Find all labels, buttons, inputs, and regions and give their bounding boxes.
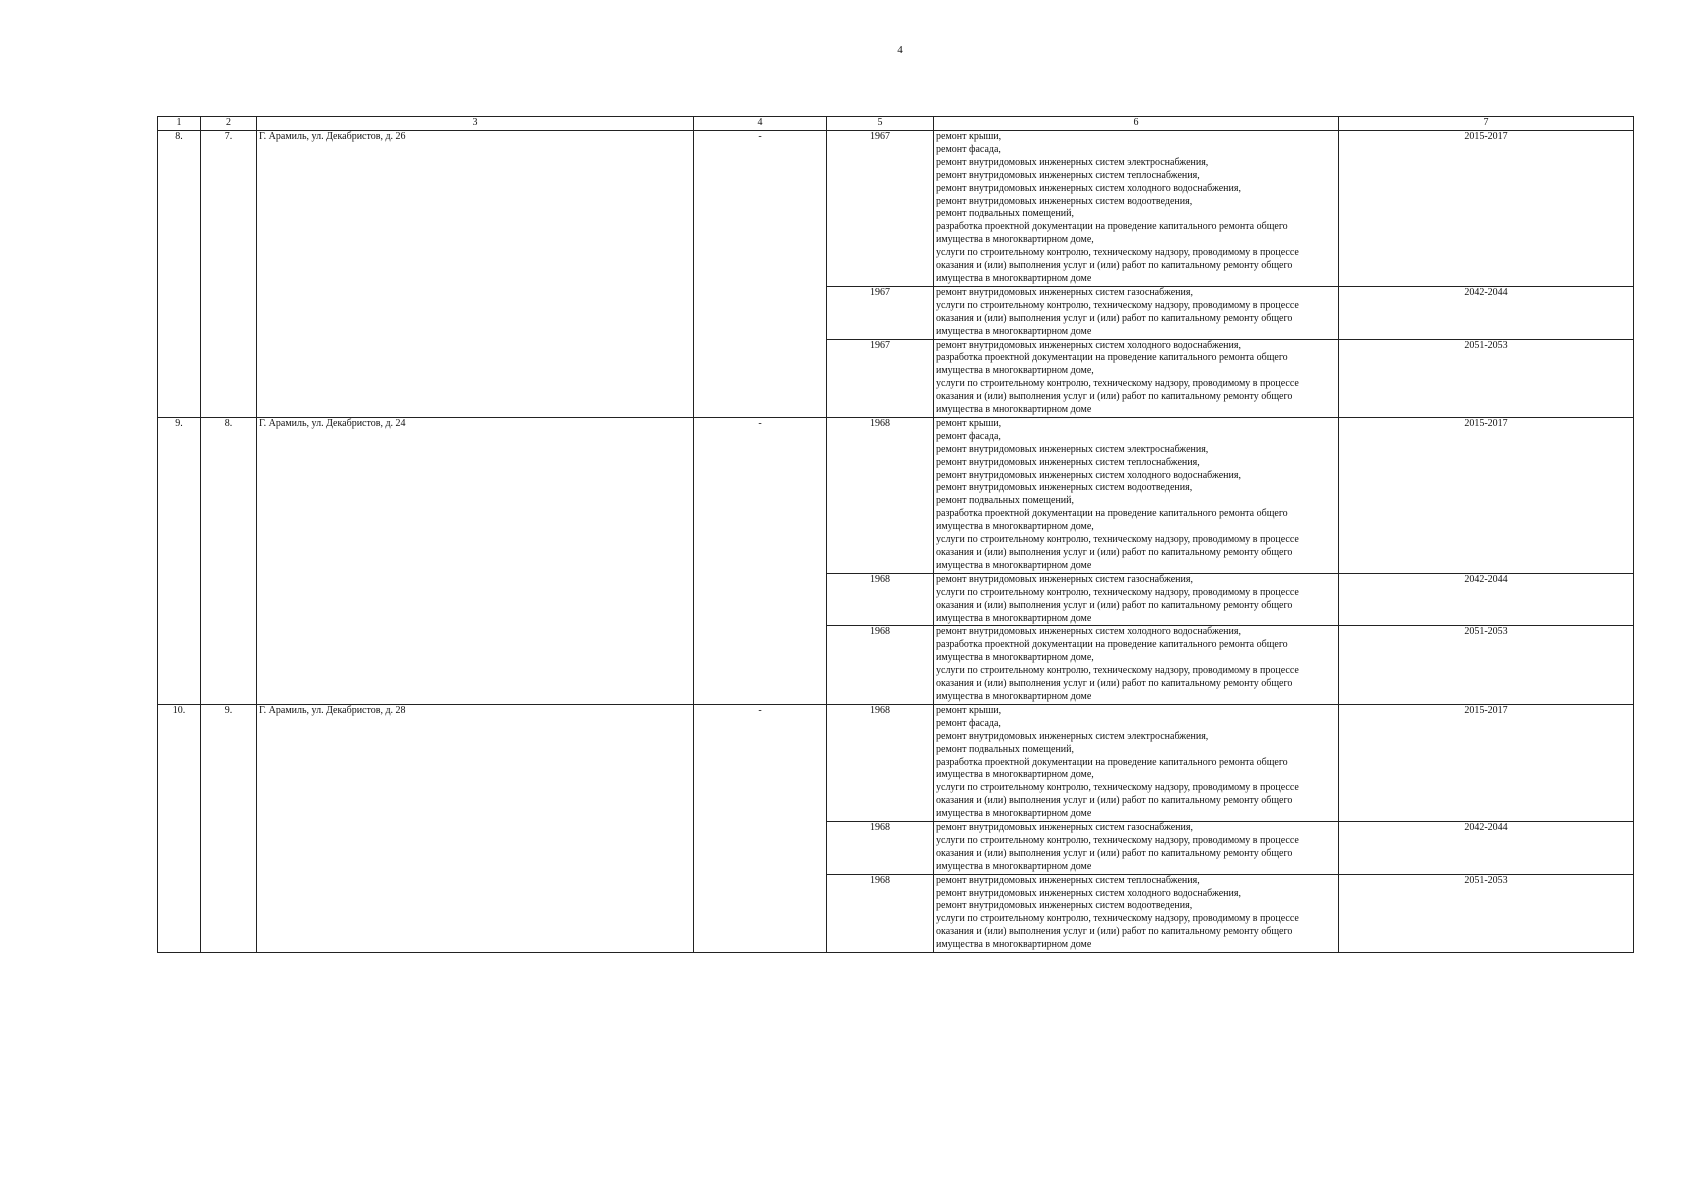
work-item: ремонт крыши,: [936, 131, 1002, 142]
work-item: оказания и (или) выполнения услуг и (или) работ по капитальному ремонту общего: [936, 795, 1293, 807]
work-item: имущества в многоквартирном доме,: [936, 769, 1094, 781]
work-item: ремонт крыши,: [936, 417, 1002, 429]
row-number: 9.: [158, 417, 201, 704]
repair-period: 2042-2044: [1339, 822, 1634, 875]
build-year: 1967: [827, 131, 934, 287]
capital-repair-table: [157, 116, 1634, 953]
work-list: [934, 626, 1339, 704]
column-4-value: -: [694, 417, 827, 704]
work-item: разработка проектной документации на проведение капитального ремонта общего: [936, 756, 1288, 768]
work-item: ремонт фасада,: [936, 717, 1001, 729]
work-item: имущества в многоквартирном доме: [936, 404, 1092, 416]
work-item: ремонт внутридомовых инженерных систем электроснабжения,: [936, 156, 1209, 168]
work-item: ремонт крыши,: [936, 704, 1002, 716]
work-item: разработка проектной документации на проведение капитального ремонта общего: [936, 508, 1288, 520]
work-item: услуги по строительному контролю, техническому надзору, проводимому в процессе: [936, 378, 1299, 390]
work-item: оказания и (или) выполнения услуг и (или) работ по капитальному ремонту общего: [936, 678, 1293, 690]
build-year: 1968: [827, 822, 934, 875]
build-year: 1968: [827, 573, 934, 626]
work-item: услуги по строительному контролю, техническому надзору, проводимому в процессе: [936, 782, 1299, 794]
work-item: ремонт внутридомовых инженерных систем водоотведения,: [936, 482, 1193, 494]
work-list: [934, 704, 1339, 821]
work-list: [934, 573, 1339, 626]
work-item: оказания и (или) выполнения услуг и (или) работ по капитальному ремонту общего: [936, 260, 1293, 272]
work-item: оказания и (или) выполнения услуг и (или) работ по капитальному ремонту общего: [936, 847, 1293, 859]
sub-number: 9.: [201, 704, 257, 952]
column-header: 3: [257, 117, 694, 131]
work-item: ремонт фасада,: [936, 143, 1001, 155]
work-item: имущества в многоквартирном доме,: [936, 652, 1094, 664]
work-item: ремонт подвальных помещений,: [936, 208, 1074, 220]
work-list: [934, 417, 1339, 573]
work-item: услуги по строительному контролю, техническому надзору, проводимому в процессе: [936, 299, 1299, 311]
column-header: 6: [934, 117, 1339, 131]
work-item: ремонт внутридомовых инженерных систем электроснабжения,: [936, 443, 1209, 455]
work-item: оказания и (или) выполнения услуг и (или) работ по капитальному ремонту общего: [936, 312, 1293, 324]
work-item: имущества в многоквартирном доме: [936, 325, 1092, 337]
build-year: 1968: [827, 874, 934, 952]
work-item: услуги по строительному контролю, техническому надзору, проводимому в процессе: [936, 586, 1299, 598]
page-number: 4: [897, 44, 903, 56]
table-body: [158, 131, 1634, 953]
row-number: 10.: [158, 704, 201, 952]
work-item: оказания и (или) выполнения услуг и (или) работ по капитальному ремонту общего: [936, 599, 1293, 611]
work-item: имущества в многоквартирном доме: [936, 272, 1092, 284]
sub-number: 8.: [201, 417, 257, 704]
work-item: имущества в многоквартирном доме,: [936, 521, 1094, 533]
work-item: услуги по строительному контролю, техническому надзору, проводимому в процессе: [936, 834, 1299, 846]
build-year: 1968: [827, 704, 934, 821]
work-item: услуги по строительному контролю, техническому надзору, проводимому в процессе: [936, 665, 1299, 677]
column-header: 2: [201, 117, 257, 131]
work-item: имущества в многоквартирном доме,: [936, 234, 1094, 246]
repair-period: 2042-2044: [1339, 573, 1634, 626]
work-item: услуги по строительному контролю, техническому надзору, проводимому в процессе: [936, 913, 1299, 925]
build-year: 1968: [827, 417, 934, 573]
work-item: ремонт подвальных помещений,: [936, 743, 1074, 755]
work-item: оказания и (или) выполнения услуг и (или) работ по капитальному ремонту общего: [936, 391, 1293, 403]
work-item: ремонт внутридомовых инженерных систем холодного водоснабжения,: [936, 887, 1241, 899]
repair-period: 2051-2053: [1339, 339, 1634, 417]
work-item: ремонт внутридомовых инженерных систем холодного водоснабжения,: [936, 626, 1241, 638]
building-address: Г. Арамиль, ул. Декабристов, д. 26: [257, 131, 694, 418]
work-item: ремонт внутридомовых инженерных систем холодного водоснабжения,: [936, 469, 1241, 481]
work-item: ремонт внутридомовых инженерных систем водоотведения,: [936, 900, 1193, 912]
table-row: [158, 131, 1634, 287]
work-item: имущества в многоквартирном доме: [936, 612, 1092, 624]
work-item: ремонт внутридомовых инженерных систем электроснабжения,: [936, 730, 1209, 742]
work-item: ремонт внутридомовых инженерных систем холодного водоснабжения,: [936, 182, 1241, 194]
work-item: ремонт подвальных помещений,: [936, 495, 1074, 507]
work-item: ремонт внутридомовых инженерных систем теплоснабжения,: [936, 456, 1200, 468]
work-item: оказания и (или) выполнения услуг и (или) работ по капитальному ремонту общего: [936, 926, 1293, 938]
work-item: имущества в многоквартирном доме: [936, 939, 1092, 951]
work-item: ремонт внутридомовых инженерных систем газоснабжения,: [936, 822, 1193, 834]
work-item: разработка проектной документации на проведение капитального ремонта общего: [936, 639, 1288, 651]
repair-period: 2015-2017: [1339, 417, 1634, 573]
column-number-row: [158, 117, 1634, 131]
work-item: оказания и (или) выполнения услуг и (или) работ по капитальному ремонту общего: [936, 547, 1293, 558]
building-address: Г. Арамиль, ул. Декабристов, д. 28: [257, 704, 694, 952]
work-item: разработка проектной документации на проведение капитального ремонта общего: [936, 352, 1288, 364]
build-year: 1968: [827, 626, 934, 704]
repair-period: 2051-2053: [1339, 874, 1634, 952]
sub-number: 7.: [201, 131, 257, 418]
work-item: ремонт внутридомовых инженерных систем водоотведения,: [936, 195, 1193, 207]
work-item: ремонт внутридомовых инженерных систем теплоснабжения,: [936, 874, 1200, 886]
repair-period: 2015-2017: [1339, 704, 1634, 821]
work-item: имущества в многоквартирном доме: [936, 559, 1092, 571]
column-header: 7: [1339, 117, 1634, 131]
work-list: [934, 131, 1339, 287]
repair-period: 2042-2044: [1339, 286, 1634, 339]
building-address: Г. Арамиль, ул. Декабристов, д. 24: [257, 417, 694, 704]
column-4-value: -: [694, 131, 827, 418]
work-list: [934, 874, 1339, 952]
work-item: имущества в многоквартирном доме: [936, 860, 1092, 872]
work-item: услуги по строительному контролю, техническому надзору, проводимому в процессе: [936, 534, 1299, 546]
table-row: [158, 704, 1634, 821]
build-year: 1967: [827, 286, 934, 339]
work-list: [934, 286, 1339, 339]
work-item: ремонт внутридомовых инженерных систем газоснабжения,: [936, 286, 1193, 298]
repair-period: 2015-2017: [1339, 131, 1634, 287]
work-item: разработка проектной документации на проведение капитального ремонта общего: [936, 221, 1288, 233]
column-header: 1: [158, 117, 201, 131]
work-list: [934, 822, 1339, 875]
work-item: ремонт внутридомовых инженерных систем холодного водоснабжения,: [936, 339, 1241, 351]
work-item: ремонт фасада,: [936, 430, 1001, 442]
column-header: 5: [827, 117, 934, 131]
column-header: 4: [694, 117, 827, 131]
repair-period: 2051-2053: [1339, 626, 1634, 704]
column-4-value: -: [694, 704, 827, 952]
work-item: ремонт внутридомовых инженерных систем теплоснабжения,: [936, 169, 1200, 181]
work-item: имущества в многоквартирном доме: [936, 808, 1092, 820]
build-year: 1967: [827, 339, 934, 417]
row-number: 8.: [158, 131, 201, 418]
work-item: ремонт внутридомовых инженерных систем газоснабжения,: [936, 573, 1193, 585]
work-item: услуги по строительному контролю, техническому надзору, проводимому в процессе: [936, 247, 1299, 259]
work-item: имущества в многоквартирном доме,: [936, 365, 1094, 377]
table-row: [158, 417, 1634, 573]
work-list: [934, 339, 1339, 417]
work-item: имущества в многоквартирном доме: [936, 690, 1092, 702]
